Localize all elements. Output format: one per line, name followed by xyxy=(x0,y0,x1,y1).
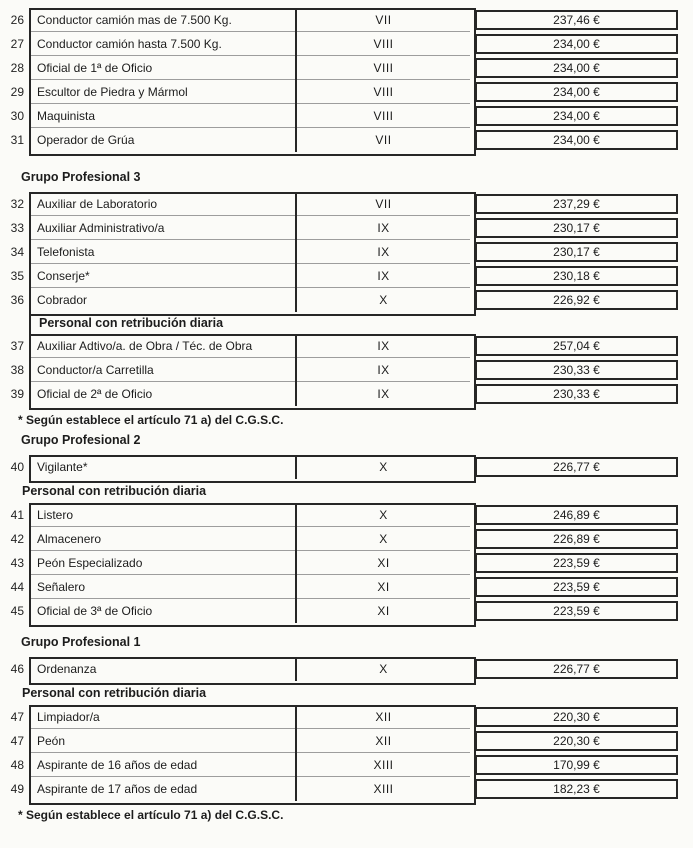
job-title: Auxiliar Adtivo/a. de Obra / Téc. de Obra xyxy=(37,339,253,353)
group-heading: Grupo Profesional 1 xyxy=(21,635,141,649)
daily-pay-subheader: Personal con retribución diaria xyxy=(29,312,678,334)
daily-wage: 237,29 € xyxy=(475,194,678,214)
row-number: 40 xyxy=(10,460,24,474)
job-title: Oficial de 3ª de Oficio xyxy=(37,604,153,618)
job-title: Operador de Grúa xyxy=(37,133,135,147)
job-title: Escultor de Piedra y Mármol xyxy=(37,85,188,99)
job-title: Peón xyxy=(37,734,66,748)
row-number: 34 xyxy=(10,245,24,259)
salary-level: VIII xyxy=(373,37,394,51)
wage-cell xyxy=(472,128,678,152)
job-title: Vigilante* xyxy=(37,460,88,474)
table-row xyxy=(0,527,678,551)
job-title: Conductor/a Carretilla xyxy=(37,363,154,377)
job-title: Auxiliar Administrativo/a xyxy=(37,221,165,235)
wage-table xyxy=(0,455,678,479)
wage-cell xyxy=(472,729,678,753)
salary-level: X xyxy=(379,662,388,676)
salary-level: XI xyxy=(377,556,390,570)
table-row xyxy=(0,56,678,80)
table-row xyxy=(0,288,678,312)
salary-level: VIII xyxy=(373,109,394,123)
salary-level: IX xyxy=(377,221,390,235)
wage-cell xyxy=(472,104,678,128)
job-title: Limpiador/a xyxy=(37,710,100,724)
row-number: 36 xyxy=(10,293,24,307)
wage-table xyxy=(0,705,678,801)
row-number: 43 xyxy=(10,556,24,570)
wage-cell xyxy=(472,657,678,681)
wage-cell xyxy=(472,503,678,527)
row-number: 37 xyxy=(10,339,24,353)
row-number: 27 xyxy=(10,37,24,51)
daily-wage: 223,59 € xyxy=(475,577,678,597)
salary-level: VIII xyxy=(373,61,394,75)
daily-wage: 220,30 € xyxy=(475,731,678,751)
table-row xyxy=(0,382,678,406)
table-row xyxy=(0,334,678,358)
salary-level: IX xyxy=(377,339,390,353)
job-title: Oficial de 2ª de Oficio xyxy=(37,387,153,401)
wage-cell xyxy=(472,777,678,801)
daily-pay-subheader: Personal con retribución diaria xyxy=(22,686,207,700)
wage-cell xyxy=(472,216,678,240)
daily-wage: 230,17 € xyxy=(475,242,678,262)
row-number: 33 xyxy=(10,221,24,235)
salary-level: XIII xyxy=(373,782,394,796)
daily-wage: 246,89 € xyxy=(475,505,678,525)
salary-level: VII xyxy=(375,133,392,147)
wage-cell xyxy=(472,551,678,575)
wage-cell xyxy=(472,192,678,216)
job-title: Conductor camión mas de 7.500 Kg. xyxy=(37,13,232,27)
salary-level: IX xyxy=(377,245,390,259)
job-title: Aspirante de 17 años de edad xyxy=(37,782,198,796)
row-number: 38 xyxy=(10,363,24,377)
wage-cell xyxy=(472,575,678,599)
footnote: * Según establece el artículo 71 a) del C.G.S.C. xyxy=(18,808,284,822)
job-title: Listero xyxy=(37,508,74,522)
row-number: 39 xyxy=(10,387,24,401)
daily-wage: 234,00 € xyxy=(475,82,678,102)
daily-wage: 234,00 € xyxy=(475,58,678,78)
job-title: Cobrador xyxy=(37,293,88,307)
wage-cell xyxy=(472,705,678,729)
wage-cell xyxy=(472,334,678,358)
job-title: Almacenero xyxy=(37,532,102,546)
table-row xyxy=(0,729,678,753)
daily-wage: 223,59 € xyxy=(475,553,678,573)
salary-level: IX xyxy=(377,269,390,283)
table-row xyxy=(0,705,678,729)
wage-cell xyxy=(472,56,678,80)
salary-level: XI xyxy=(377,604,390,618)
group-heading: Grupo Profesional 2 xyxy=(21,433,141,447)
row-number: 29 xyxy=(10,85,24,99)
salary-level: XII xyxy=(375,710,392,724)
row-number: 30 xyxy=(10,109,24,123)
row-number: 35 xyxy=(10,269,24,283)
salary-level: X xyxy=(379,508,388,522)
salary-level: XII xyxy=(375,734,392,748)
salary-level: X xyxy=(379,532,388,546)
salary-level: IX xyxy=(377,363,390,377)
salary-level: IX xyxy=(377,387,390,401)
job-title: Telefonista xyxy=(37,245,95,259)
table-row xyxy=(0,753,678,777)
daily-wage: 234,00 € xyxy=(475,34,678,54)
row-number: 45 xyxy=(10,604,24,618)
salary-level: XI xyxy=(377,580,390,594)
job-title: Aspirante de 16 años de edad xyxy=(37,758,198,772)
wage-cell xyxy=(472,527,678,551)
wage-cell xyxy=(472,80,678,104)
row-number: 28 xyxy=(10,61,24,75)
daily-wage: 220,30 € xyxy=(475,707,678,727)
table-row xyxy=(0,216,678,240)
row-number: 26 xyxy=(10,13,24,27)
table-row xyxy=(0,777,678,801)
wage-section-top xyxy=(0,8,693,152)
wage-cell xyxy=(472,753,678,777)
wage-cell xyxy=(472,382,678,406)
table-row xyxy=(0,551,678,575)
daily-wage: 234,00 € xyxy=(475,106,678,126)
salary-level: X xyxy=(379,293,388,307)
salary-level: VIII xyxy=(373,85,394,99)
wage-cell xyxy=(472,358,678,382)
wage-section-grupo-1 xyxy=(0,635,693,822)
row-number: 31 xyxy=(10,133,24,147)
row-number: 46 xyxy=(10,662,24,676)
daily-wage: 230,33 € xyxy=(475,384,678,404)
row-number: 32 xyxy=(10,197,24,211)
wage-cell xyxy=(472,264,678,288)
job-title: Auxiliar de Laboratorio xyxy=(37,197,158,211)
table-row xyxy=(0,264,678,288)
wage-cell xyxy=(472,32,678,56)
daily-wage: 234,00 € xyxy=(475,130,678,150)
row-number: 44 xyxy=(10,580,24,594)
wage-table xyxy=(0,503,678,623)
job-title: Oficial de 1ª de Oficio xyxy=(37,61,153,75)
daily-wage: 226,77 € xyxy=(475,659,678,679)
table-row xyxy=(0,104,678,128)
salary-level: VII xyxy=(375,13,392,27)
daily-wage: 237,46 € xyxy=(475,10,678,30)
daily-wage: 226,89 € xyxy=(475,529,678,549)
row-number: 49 xyxy=(10,782,24,796)
job-title: Ordenanza xyxy=(37,662,97,676)
salary-level: VII xyxy=(375,197,392,211)
daily-wage: 182,23 € xyxy=(475,779,678,799)
job-title: Maquinista xyxy=(37,109,96,123)
daily-wage: 223,59 € xyxy=(475,601,678,621)
footnote: * Según establece el artículo 71 a) del C.G.S.C. xyxy=(18,413,284,427)
wage-section-grupo-2 xyxy=(0,433,693,623)
salary-level: X xyxy=(379,460,388,474)
table-row xyxy=(0,80,678,104)
wage-cell xyxy=(472,455,678,479)
daily-wage: 226,92 € xyxy=(475,290,678,310)
wage-cell xyxy=(472,240,678,264)
row-number: 47 xyxy=(10,734,24,748)
group-heading: Grupo Profesional 3 xyxy=(21,170,141,184)
daily-wage: 230,33 € xyxy=(475,360,678,380)
wage-table xyxy=(0,334,678,406)
wage-cell xyxy=(472,599,678,623)
job-title: Conserje* xyxy=(37,269,90,283)
row-number: 48 xyxy=(10,758,24,772)
table-row xyxy=(0,575,678,599)
wage-table xyxy=(0,8,678,152)
table-row xyxy=(0,503,678,527)
table-row xyxy=(0,240,678,264)
wage-table xyxy=(0,657,678,681)
row-number: 41 xyxy=(10,508,24,522)
job-title: Peón Especializado xyxy=(37,556,143,570)
row-number: 42 xyxy=(10,532,24,546)
table-row xyxy=(0,455,678,479)
daily-wage: 230,18 € xyxy=(475,266,678,286)
table-row xyxy=(0,192,678,216)
table-row xyxy=(0,657,678,681)
wage-cell xyxy=(472,8,678,32)
row-number: 47 xyxy=(10,710,24,724)
table-row xyxy=(0,128,678,152)
table-row xyxy=(0,599,678,623)
table-row xyxy=(0,32,678,56)
daily-wage: 170,99 € xyxy=(475,755,678,775)
salary-level: XIII xyxy=(373,758,394,772)
wage-section-grupo-3 xyxy=(0,170,693,427)
job-title: Señalero xyxy=(37,580,86,594)
job-title: Conductor camión hasta 7.500 Kg. xyxy=(37,37,222,51)
table-row xyxy=(0,8,678,32)
wage-cell xyxy=(472,288,678,312)
wage-table xyxy=(0,192,678,312)
table-row xyxy=(0,358,678,382)
daily-wage: 226,77 € xyxy=(475,457,678,477)
daily-wage: 257,04 € xyxy=(475,336,678,356)
daily-wage: 230,17 € xyxy=(475,218,678,238)
daily-pay-subheader: Personal con retribución diaria xyxy=(22,484,207,498)
